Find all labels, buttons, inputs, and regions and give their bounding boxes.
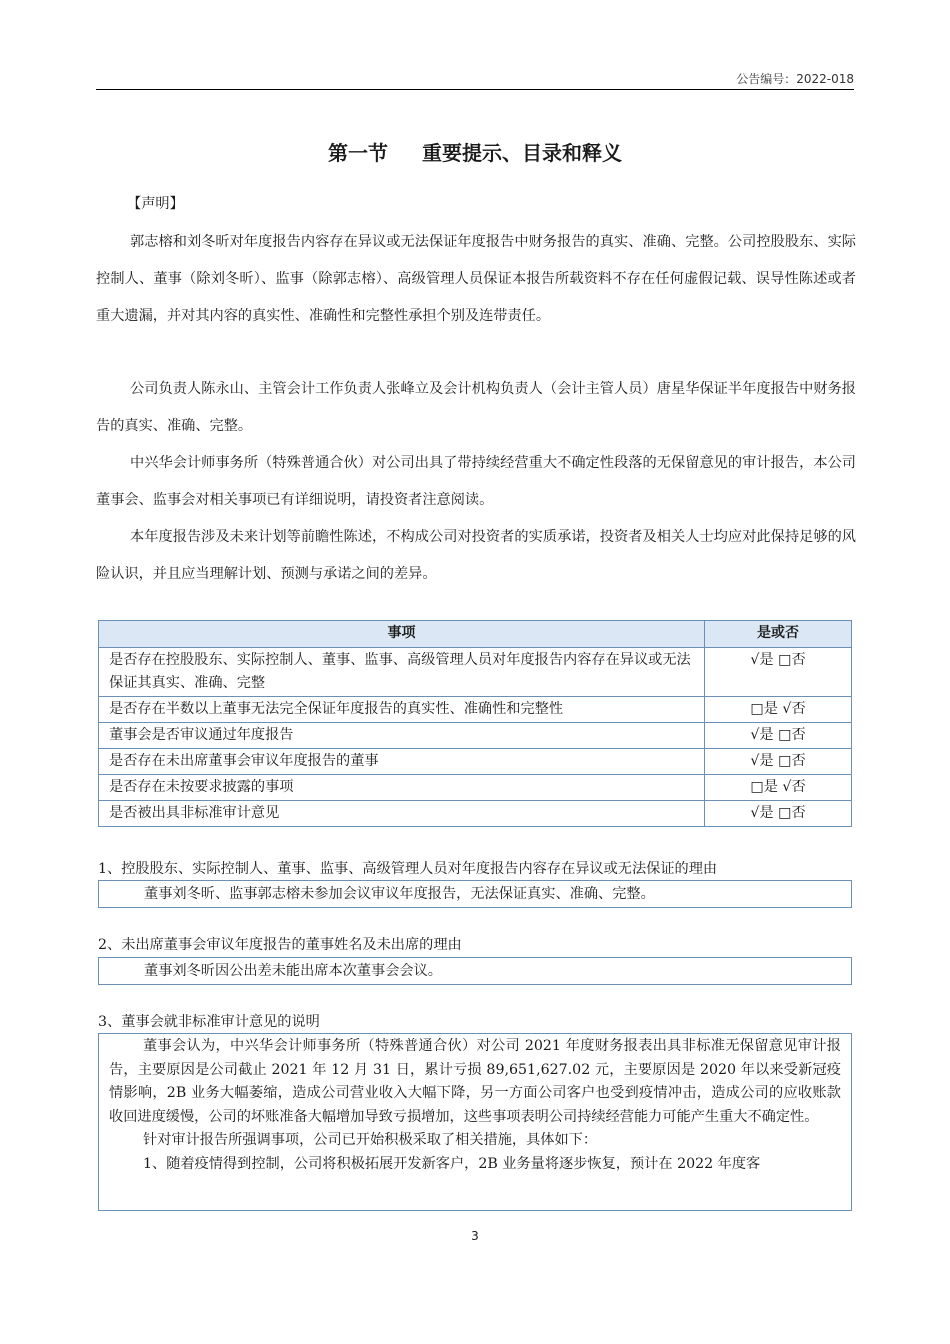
table-row (99, 775, 852, 801)
question-label: 2、未出席董事会审议年度报告的董事姓名及未出席的理由 (98, 937, 462, 953)
row-answer: √是 □否 (705, 749, 852, 775)
table-row (99, 749, 852, 775)
column-header-item: 事项 (99, 621, 705, 648)
row-item: 董事会是否审议通过年度报告 (99, 723, 705, 749)
row-answer: √是 □否 (705, 801, 852, 827)
row-item: 是否存在未按要求披露的事项 (99, 775, 705, 801)
statement-paragraph: 公司负责人陈永山、主管会计工作负责人张峰立及会计机构负责人（会计主管人员）唐星华保证半年度报告中财务报告的真实、准确、完整。 (96, 381, 856, 434)
row-answer: √是 □否 (705, 648, 852, 697)
row-item: 是否存在半数以上董事无法完全保证年度报告的真实性、准确性和完整性 (99, 697, 705, 723)
answer-box (98, 957, 852, 985)
statement-paragraph: 中兴华会计师事务所（特殊普通合伙）对公司出具了带持续经营重大不确定性段落的无保留意见的审计报告，本公司董事会、监事会对相关事项已有详细说明，请投资者注意阅读。 (96, 455, 856, 508)
section-title (0, 137, 950, 166)
matters-table (98, 620, 852, 827)
table-header-row (99, 621, 852, 648)
row-answer: √是 □否 (705, 723, 852, 749)
row-answer: □是 √否 (705, 775, 852, 801)
row-answer: □是 √否 (705, 697, 852, 723)
header-divider (96, 89, 854, 90)
answer-text: 董事刘冬昕、监事郭志榕未参加会议审议年度报告，无法保证真实、准确、完整。 (144, 886, 655, 902)
table-row (99, 697, 852, 723)
statement-label: 【声明】 (127, 196, 184, 212)
section-heading: 重要提示、目录和释义 (422, 141, 622, 165)
row-item: 是否存在未出席董事会审议年度报告的董事 (99, 749, 705, 775)
row-item: 是否被出具非标准审计意见 (99, 801, 705, 827)
statement-paragraph: 本年度报告涉及未来计划等前瞻性陈述，不构成公司对投资者的实质承诺，投资者及相关人士均应对此保持足够的风险认识，并且应当理解计划、预测与承诺之间的差异。 (96, 529, 856, 582)
column-header-yes-no: 是或否 (705, 621, 852, 648)
page-number: 3 (471, 1229, 479, 1243)
answer-paragraph: 1、随着疫情得到控制，公司将积极拓展开发新客户，2B 业务量将逐步恢复，预计在 2022 年度客 (143, 1155, 761, 1172)
statement-paragraph: 郭志榕和刘冬昕对年度报告内容存在异议或无法保证年度报告中财务报告的真实、准确、完整。公司控股股东、实际控制人、董事（除刘冬昕）、监事（除郭志榕）、高级管理人员保证本报告所载资料不存在任何虚假记载、误导性陈述或者重大遗漏，并对其内容的真实性、准确性和完整性承担个别及连带责任。 (96, 234, 856, 324)
answer-text: 董事刘冬昕因公出差未能出席本次董事会会议。 (144, 963, 442, 979)
table-row (99, 723, 852, 749)
answer-paragraph: 针对审计报告所强调事项，公司已开始积极采取了相关措施，具体如下： (143, 1132, 598, 1148)
section-number: 第一节 (328, 141, 388, 165)
question-label: 3、董事会就非标准审计意见的说明 (98, 1014, 320, 1030)
table-row (99, 801, 852, 827)
table-row (99, 648, 852, 697)
question-label: 1、控股股东、实际控制人、董事、监事、高级管理人员对年度报告内容存在异议或无法保证的理由 (98, 861, 718, 877)
answer-box (98, 1033, 852, 1211)
answer-box (98, 880, 852, 908)
row-item: 是否存在控股股东、实际控制人、董事、监事、高级管理人员对年度报告内容存在异议或无法保证其真实、准确、完整 (99, 648, 705, 697)
answer-paragraph: 董事会认为，中兴华会计师事务所（特殊普通合伙）对公司 2021 年度财务报表出具非标准无保留意见审计报告，主要原因是公司截止 2021 年 12 月 31 日，累计亏损 89,651,627.02 元，主要原因是 2020 年以来受新冠疫情影响，2B 业务大幅萎缩，造成公司营业收入大幅下降，另一方面公司客户也受到疫情冲击，造成公司的应收账款收回进度缓慢，公司的坏账准备大幅增加导致亏损增加，这些事项表明公司持续经营能力可能产生重大不确定性。 (109, 1038, 841, 1125)
announcement-code: 公告编号：2022-018 (736, 72, 854, 86)
